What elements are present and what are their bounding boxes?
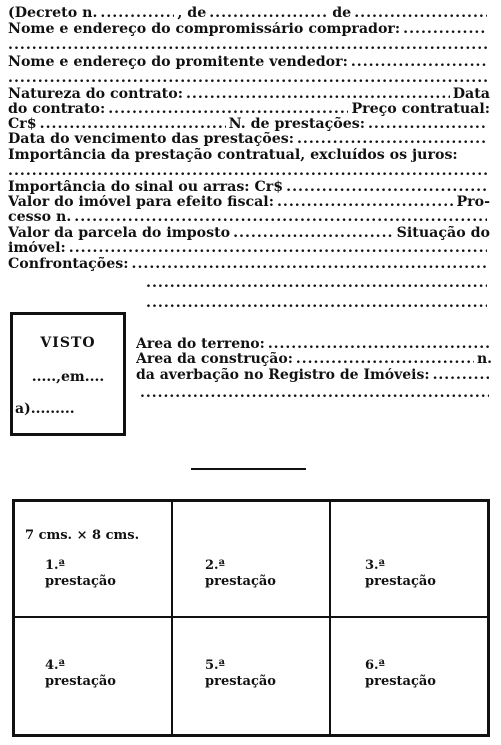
averbacao-label: da averbação no Registro de Imóveis: (136, 368, 430, 383)
natureza-label: Natureza do contrato: (8, 87, 183, 102)
prestacao-label: prestação (205, 674, 276, 689)
confrontacoes-cont-2 (146, 296, 490, 311)
comprador-line (8, 22, 490, 37)
comprador-cont-line (8, 38, 490, 53)
imovel-label: imóvel: (8, 241, 66, 256)
importancia-label: Importância da prestação contratual, excluídos os juros: (8, 148, 458, 163)
valor-imovel-field (277, 195, 454, 210)
area-terreno-field (268, 337, 489, 352)
decreto-de-label: , de (177, 6, 207, 21)
area-construcao-field (296, 352, 474, 367)
prestacoes-count-label: N. de prestações: (228, 117, 365, 132)
cr-field (40, 117, 226, 132)
prestacao-cell-2 (173, 502, 331, 618)
prestacao-cell-6 (331, 618, 487, 734)
sinal-label: Importância do sinal ou arras: Cr$ (8, 180, 284, 195)
processo-label: cesso n. (8, 210, 72, 225)
parcela-line (8, 226, 490, 241)
vencimento-field (297, 132, 487, 147)
area-terreno-label: Área do terreno: (136, 337, 265, 352)
comprador-field-cont (8, 38, 487, 53)
preco-label: Preço contratual: (351, 102, 490, 117)
prestacao-number: 6.ª (365, 658, 385, 673)
visto-signature-field: a)......... (15, 401, 75, 417)
prestacao-number: 4.ª (45, 658, 65, 673)
contrato-line (8, 102, 490, 117)
area-construcao-line (136, 352, 492, 367)
averbacao-field (433, 368, 489, 383)
valor-imovel-label: Valor do imóvel para efeito fiscal: (8, 195, 274, 210)
contrato-date-field (108, 102, 348, 117)
prestacao-cell-1 (15, 502, 173, 618)
confrontacoes-label: Confrontações: (8, 257, 129, 272)
section-divider (191, 468, 306, 470)
processo-label-start: Pro- (456, 195, 490, 210)
cr-line (8, 117, 490, 132)
vendedor-cont-line (8, 71, 490, 86)
confrontacoes-field-2 (146, 276, 487, 291)
prestacao-label: prestação (45, 574, 116, 589)
sinal-field (286, 180, 487, 195)
prestacao-number: 2.ª (205, 558, 225, 573)
comprador-field (403, 22, 487, 37)
prestacao-label: prestação (365, 674, 436, 689)
decreto-year-field (354, 6, 487, 21)
decreto-number-field (100, 6, 174, 21)
averbacao-cont-line (140, 386, 492, 401)
prestacao-cell-3 (331, 502, 487, 618)
vendedor-field-cont (8, 71, 487, 86)
averbacao-n-label: n. (476, 352, 492, 367)
valor-imovel-line (8, 195, 490, 210)
parcela-label: Valor da parcela do imposto (8, 226, 231, 241)
prestacoes-stamp-grid (12, 499, 490, 737)
decreto-label: (Decreto n. (8, 6, 98, 21)
natureza-field (186, 87, 450, 102)
sinal-line (8, 180, 490, 195)
processo-field (74, 210, 487, 225)
averbacao-line (136, 368, 492, 383)
prestacao-label: prestação (205, 574, 276, 589)
vencimento-line (8, 132, 490, 147)
imovel-field (69, 241, 487, 256)
cr-label: Cr$ (8, 117, 37, 132)
visto-date-field: .....,em.... (31, 369, 105, 385)
importancia-line (8, 148, 490, 163)
processo-line (8, 210, 490, 225)
vendedor-label: Nome e endereço do promitente vendedor: (8, 55, 348, 70)
importancia-cont-line (8, 164, 490, 179)
importancia-field (8, 164, 487, 179)
decreto-line (8, 6, 490, 21)
visto-stamp-box (10, 312, 126, 436)
confrontacoes-cont-1 (146, 276, 490, 291)
imovel-line (8, 241, 490, 256)
area-terreno-line (136, 337, 492, 352)
confrontacoes-line (8, 257, 490, 272)
decreto-day-field (209, 6, 329, 21)
contrato-label: do contrato: (8, 102, 106, 117)
confrontacoes-field (132, 257, 487, 272)
data-label: Data (452, 87, 490, 102)
vendedor-line (8, 55, 490, 70)
prestacao-cell-5 (173, 618, 331, 734)
natureza-line (8, 87, 490, 102)
area-construcao-label: Área da construção: (136, 352, 293, 367)
prestacao-number: 1.ª (45, 558, 65, 573)
cell-size-label: 7 cms. × 8 cms. (25, 528, 140, 543)
decreto-de2-label: de (332, 6, 352, 21)
prestacao-number: 5.ª (205, 658, 225, 673)
situacao-label: Situação do (396, 226, 490, 241)
prestacao-cell-4 (15, 618, 173, 734)
prestacao-label: prestação (365, 574, 436, 589)
visto-title: VISTO (40, 335, 96, 351)
prestacao-number: 3.ª (365, 558, 385, 573)
prestacoes-count-field (368, 117, 487, 132)
comprador-label: Nome e endereço do compromissário comprador: (8, 22, 401, 37)
prestacao-label: prestação (45, 674, 116, 689)
averbacao-field-cont (140, 386, 489, 401)
vendedor-field (351, 55, 487, 70)
parcela-field (233, 226, 394, 241)
confrontacoes-field-3 (146, 296, 487, 311)
vencimento-label: Data do vencimento das prestações: (8, 132, 294, 147)
